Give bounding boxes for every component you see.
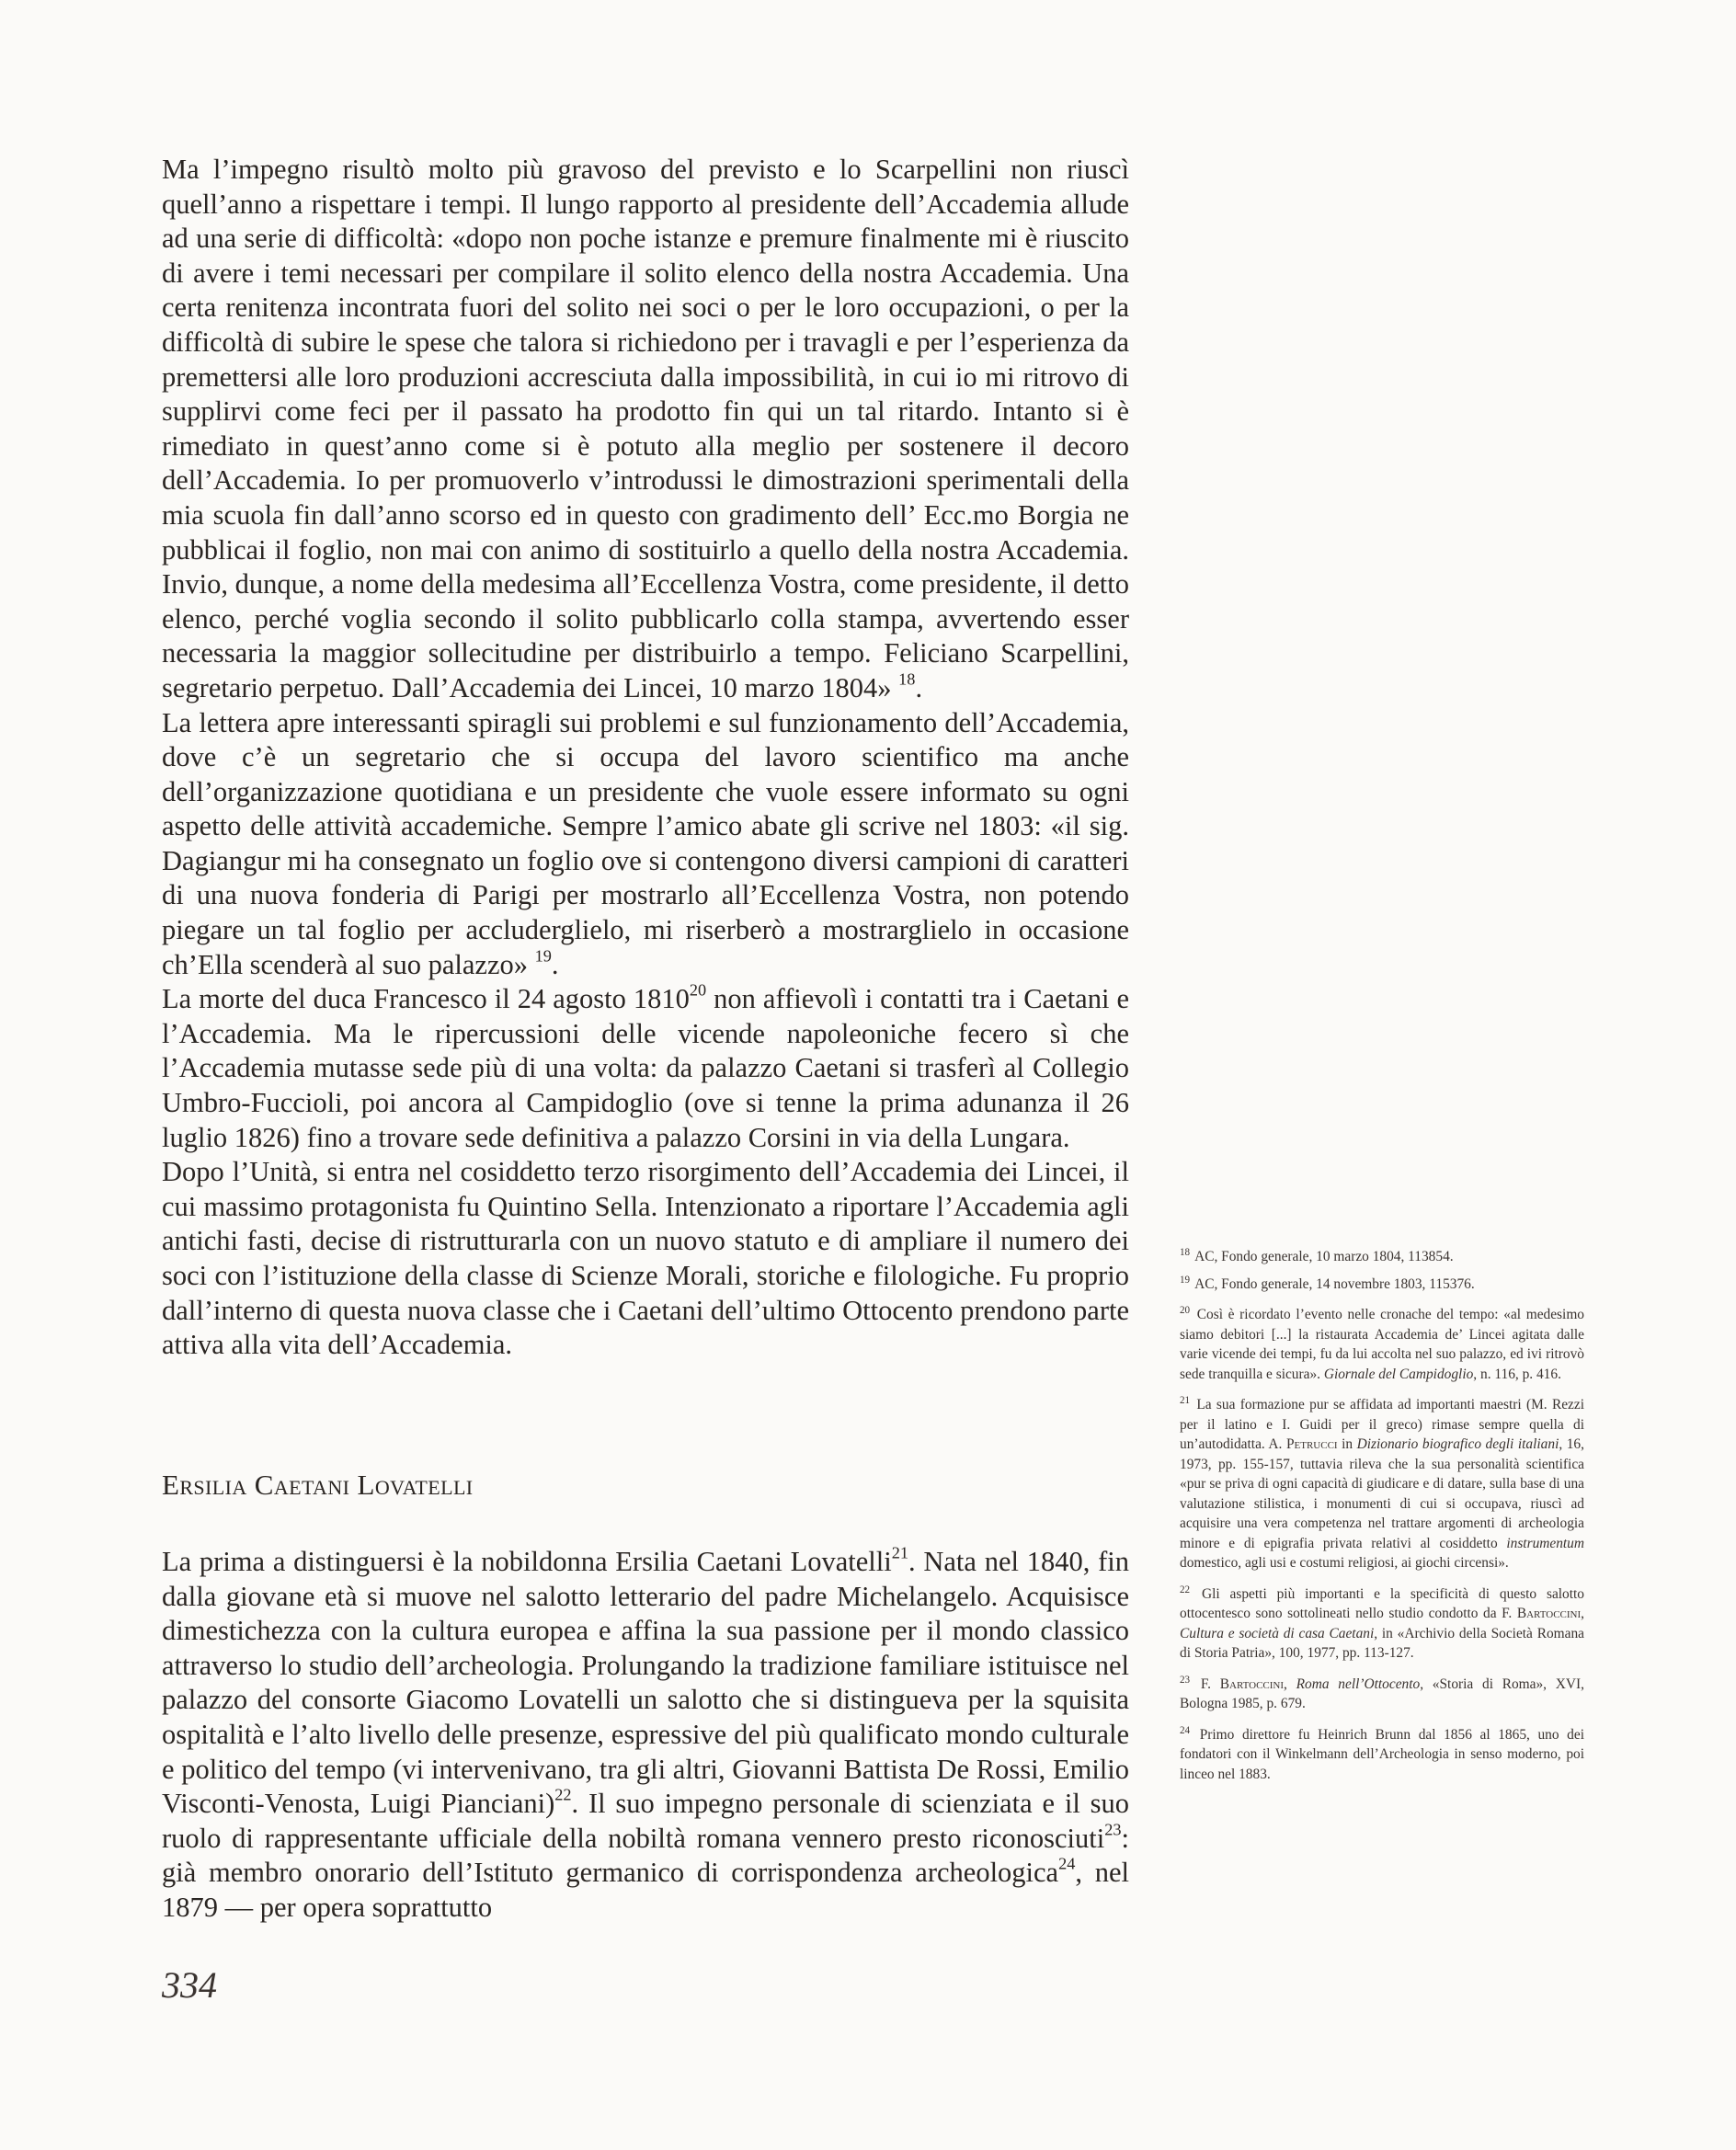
footnote-number: 18: [1180, 1247, 1191, 1259]
footnote-text: , «Storia di Roma», XVI, Bologna 1985, p. 679.: [1180, 1675, 1584, 1711]
footnote-24: [1180, 1725, 1584, 1785]
footnote-author: Petrucci: [1285, 1436, 1338, 1452]
footnote-number: 20: [1180, 1305, 1191, 1317]
footnote-text: in: [1337, 1436, 1357, 1452]
paragraph-text: . Nata nel 1840, fin dalla giovane età si muove nel salotto letterario del padre Michelangelo. Acquisisce dimestichezza con la cultura europea e affina la sua passione per il mondo classico attraverso lo studio dell’archeologia. Prolungando la tradizione familiare istituisce nel palazzo del consorte Giacomo Lovatelli un salotto che si distingueva per la squisita ospitalità e l’alto livello delle presenze, espressive del più qualificato mondo culturale e politico del tempo (vi intervenivano, tra gli altri, Giovanni Battista De Rossi, Emilio Visconti-Venosta, Luigi Pianciani): [162, 1546, 1129, 1820]
footnote-author: Bartoccini: [1219, 1675, 1285, 1692]
footnote-text: Gli aspetti più importanti e la specificità di questo salotto ottocentesco sono sottolineati nello studio condotto da F.: [1180, 1585, 1585, 1621]
footnote-ref-23[interactable]: 23: [1104, 1820, 1122, 1839]
body-paragraph: Ma l’impegno risultò molto più gravoso del previsto e lo Scarpellini non riuscì quell’anno a rispettare i tempi. Il lungo rapporto al presidente dell’Accademia allude ad una serie di difficoltà: «dopo non poche istanze e premure finalmente mi è riuscito di avere i temi necessari per compilare il solito elenco della nostra Accademia. Una certa renitenza incontrata fuori del solito nei soci o per le loro occupazioni, o per la difficoltà di subire le spese che talora si richiedono per i travagli e per l’esperienza da premettersi alle loro produzioni accresciuta dalla impossibilità, in cui io mi ritrovo di supplirvi come feci per il passato ha prodotto fin qui un tal ritardo. Intanto si è rimediato in quest’anno come si è potuto alla meglio per sostenere il decoro dell’Accademia. Io per promuoverlo v’introdussi le dimostrazioni sperimentali della mia scuola fin dall’anno scorso ed in questo con gradimento dell’ Ecc.mo Borgia ne pubblicai il foglio, non mai con animo di sostituirlo a quello della nostra Accademia. Invio, dunque, a nome della medesima all’Eccellenza Vostra, come presidente, il detto elenco, perché voglia secondo il solito pubblicarlo colla stampa, avvertendo esser necessaria la maggior sollecitudine per distribuirlo a tempo. Feliciano Scarpellini, segretario perpetuo. Dall’Accademia dei Lincei, 10 marzo 1804» $^{18}$.: [162, 154, 1129, 703]
paragraph-text: La prima a distinguersi è la nobildonna Ersilia Caetani Lovatelli: [162, 1546, 892, 1577]
body-paragraph: [162, 982, 1129, 1155]
footnote-20: [1180, 1305, 1584, 1384]
footnote-number: 21: [1180, 1395, 1191, 1407]
paragraph-text: , nel 1879 — per opera soprattutto: [162, 1857, 1129, 1923]
paragraph-text: : già membro onorario dell’Istituto germanico di corrispondenza archeologica: [162, 1822, 1129, 1889]
footnote-text: AC, Fondo generale, 10 marzo 1804, 113854.: [1194, 1249, 1454, 1264]
footnote-author: Bartoccini: [1516, 1606, 1582, 1621]
footnote-ref-24[interactable]: 24: [1058, 1854, 1076, 1873]
paragraph-text: Ma l’impegno risultò molto più gravoso del previsto e lo Scarpellini non riuscì quell’anno a rispettare i tempi. Il lungo rapporto al presidente dell’Accademia allude ad una serie di difficoltà: «dopo non poche istanze e premure finalmente mi è riuscito di avere i temi necessari per compilare il solito elenco della nostra Accademia. Una certa renitenza incontrata fuori del solito nei soci o per le loro occupazioni, o per la difficoltà di subire le spese che talora si richiedono per i travagli e per l’esperienza da premettersi alle loro produzioni accresciuta dalla impossibilità, in cui io mi ritrovo di supplirvi come feci per il passato ha prodotto fin qui un tal ritardo. Intanto si è rimediato in quest’anno come si è potuto alla meglio per sostenere il decoro dell’Accademia. Io per promuoverlo v’introdussi le dimostrazioni sperimentali della mia scuola fin dall’anno scorso ed in questo con gradimento dell’ Ecc.mo Borgia ne pubblicai il foglio, non mai con animo di sostituirlo a quello della nostra Accademia. Invio, dunque, a nome della medesima all’Eccellenza Vostra, come presidente, il detto elenco, perché voglia secondo il solito pubblicarlo colla stampa, avvertendo esser necessaria la maggior sollecitudine per distribuirlo a tempo. Feliciano Scarpellini, segretario perpetuo. Dall’Accademia dei Lincei, 10 marzo 1804»: [162, 154, 1129, 703]
paragraph-text: . Il suo impegno personale di scienziata e il suo ruolo di rappresentante ufficiale della nobiltà romana vennero presto riconosciuti: [162, 1788, 1129, 1854]
footnote-ref-19[interactable]: 19: [534, 945, 552, 965]
footnote-number: 24: [1180, 1724, 1191, 1736]
footnote-number: 23: [1180, 1674, 1191, 1686]
footnote-text: , in «Archivio della Società Romana di Storia Patria», 100, 1977, pp. 113-127.: [1180, 1625, 1584, 1661]
footnote-title: Roma nell’Ottocento: [1296, 1675, 1421, 1692]
section-text-column: [162, 1545, 1129, 1926]
footnote-ref-22[interactable]: 22: [554, 1785, 572, 1804]
footnotes-column: [1180, 1247, 1584, 1795]
body-paragraph: [162, 1545, 1129, 1926]
paragraph-text: La morte del duca Francesco il 24 agosto 1810: [162, 983, 690, 1015]
footnote-text: ,: [1284, 1675, 1296, 1692]
paragraph-text: non affievolì i contatti tra i Caetani e l’Accademia. Ma le ripercussioni delle vicende napoleoniche fecero sì che l’Accademia mutasse sede più di una volta: da palazzo Caetani si trasferì al Collegio Umbro-Fuccioli, poi ancora al Campidoglio (ove si tenne la prima adunanza il 26 luglio 1826) fino a trovare sede definitiva a palazzo Corsini in via della Lungara.: [162, 983, 1129, 1153]
footnote-text: AC, Fondo generale, 14 novembre 1803, 115376.: [1194, 1275, 1475, 1292]
footnote-title: Dizionario biografico degli italiani: [1356, 1436, 1559, 1452]
footnote-title: instrumentum: [1506, 1535, 1584, 1551]
paragraph-text: La lettera apre interessanti spiragli sui problemi e sul funzionamento dell’Accademia, dove c’è un segretario che si occupa del lavoro scientifico ma anche dell’organizzazione quotidiana e un presidente che vuole essere informato su ogni aspetto delle attività accademiche. Sempre l’amico abate gli scrive nel 1803: «il sig. Dagiangur mi ha consegnato un foglio ove si contengono diversi campioni di caratteri di una nuova fonderia di Parigi per mostrarlo all’Eccellenza Vostra, non potendo piegare un tal foglio per accluderglielo, mi riserberò a mostrarglielo in occasione ch’Ella scenderà al suo palazzo»: [162, 706, 1129, 980]
footnote-title: Giornale del Campidoglio: [1323, 1366, 1474, 1382]
footnote-19: [1180, 1275, 1584, 1295]
footnote-text: , n. 116, p. 416.: [1473, 1366, 1561, 1382]
footnote-text: , 16, 1973, pp. 155-157, tuttavia rileva che la sua personalità scientifica «pur se priva di ogni capacità di giudicare e di datare, sulla base di una valutazione stilistica, i monumenti di cui si occupava, riuscì ad acquisire una vera competenza nel trattare argomenti di archeologia minore e di epigrafia privata relativi al cosiddetto: [1180, 1436, 1584, 1551]
footnote-ref-21[interactable]: 21: [891, 1543, 908, 1562]
footnote-22: [1180, 1584, 1584, 1664]
body-paragraph: [162, 1155, 1129, 1363]
footnote-number: 22: [1180, 1584, 1191, 1595]
section-heading: Ersilia Caetani Lovatelli: [162, 1469, 474, 1501]
body-paragraph: La lettera apre interessanti spiragli sui problemi e sul funzionamento dell’Accademia, dove c’è un segretario che si occupa del lavoro scientifico ma anche dell’organizzazione quotidiana e un presidente che vuole essere informato su ogni aspetto delle attività accademiche. Sempre l’amico abate gli scrive nel 1803: «il sig. Dagiangur mi ha consegnato un foglio ove si contengono diversi campioni di caratteri di una nuova fonderia di Parigi per mostrarlo all’Eccellenza Vostra, non potendo piegare un tal foglio per accluderglielo, mi riserberò a mostrarglielo in occasione ch’Ella scenderà al suo palazzo» $^{19}$.: [162, 706, 1129, 980]
footnote-text: Primo direttore fu Heinrich Brunn dal 1856 al 1865, uno dei fondatori con il Winkelmann dell’Archeologia in senso moderno, poi linceo nel 1883.: [1180, 1726, 1584, 1782]
footnote-text: La sua formazione pur se affidata ad importanti maestri (M. Rezzi per il latino e I. Guidi per il greco) rimase sempre quella di un’autodidatta. A.: [1180, 1397, 1584, 1452]
main-text-column: [162, 153, 1129, 1363]
footnote-title: Cultura e società di casa Caetani: [1180, 1625, 1375, 1641]
footnote-text: Così è ricordato l’evento nelle cronache del tempo: «al medesimo siamo debitori [...] la ristaurata Accademia de’ Lincei agitata dalle varie vicende dei tempi, fu da lui accolta nel suo palazzo, ed ivi ritrovò sede tranquilla e sicura».: [1180, 1307, 1584, 1382]
paragraph-text: Dopo l’Unità, si entra nel cosiddetto terzo risorgimento dell’Accademia dei Lincei, il cui massimo protagonista fu Quintino Sella. Intenzionato a riportare l’Accademia agli antichi fasti, decise di ristrutturarla con un nuovo statuto e di ampliare il numero dei soci con l’istituzione della classe di Scienze Morali, storiche e filologiche. Fu proprio dall’interno di questa nuova classe che i Caetani dell’ultimo Ottocento prendono parte attiva alla vita dell’Accademia.: [162, 1156, 1129, 1361]
footnote-text: ,: [1581, 1606, 1584, 1621]
footnote-21: [1180, 1395, 1584, 1573]
footnote-number: 19: [1180, 1274, 1191, 1286]
footnote-text: domestico, agli usi e costumi religiosi, ai giochi circensi».: [1180, 1555, 1509, 1571]
footnote-23: [1180, 1675, 1584, 1714]
page-number: 334: [162, 1964, 217, 2006]
footnote-ref-18[interactable]: 18: [898, 669, 916, 689]
footnote-18: [1180, 1247, 1584, 1267]
footnote-ref-20[interactable]: 20: [689, 980, 707, 1000]
footnote-text: F.: [1200, 1675, 1220, 1692]
